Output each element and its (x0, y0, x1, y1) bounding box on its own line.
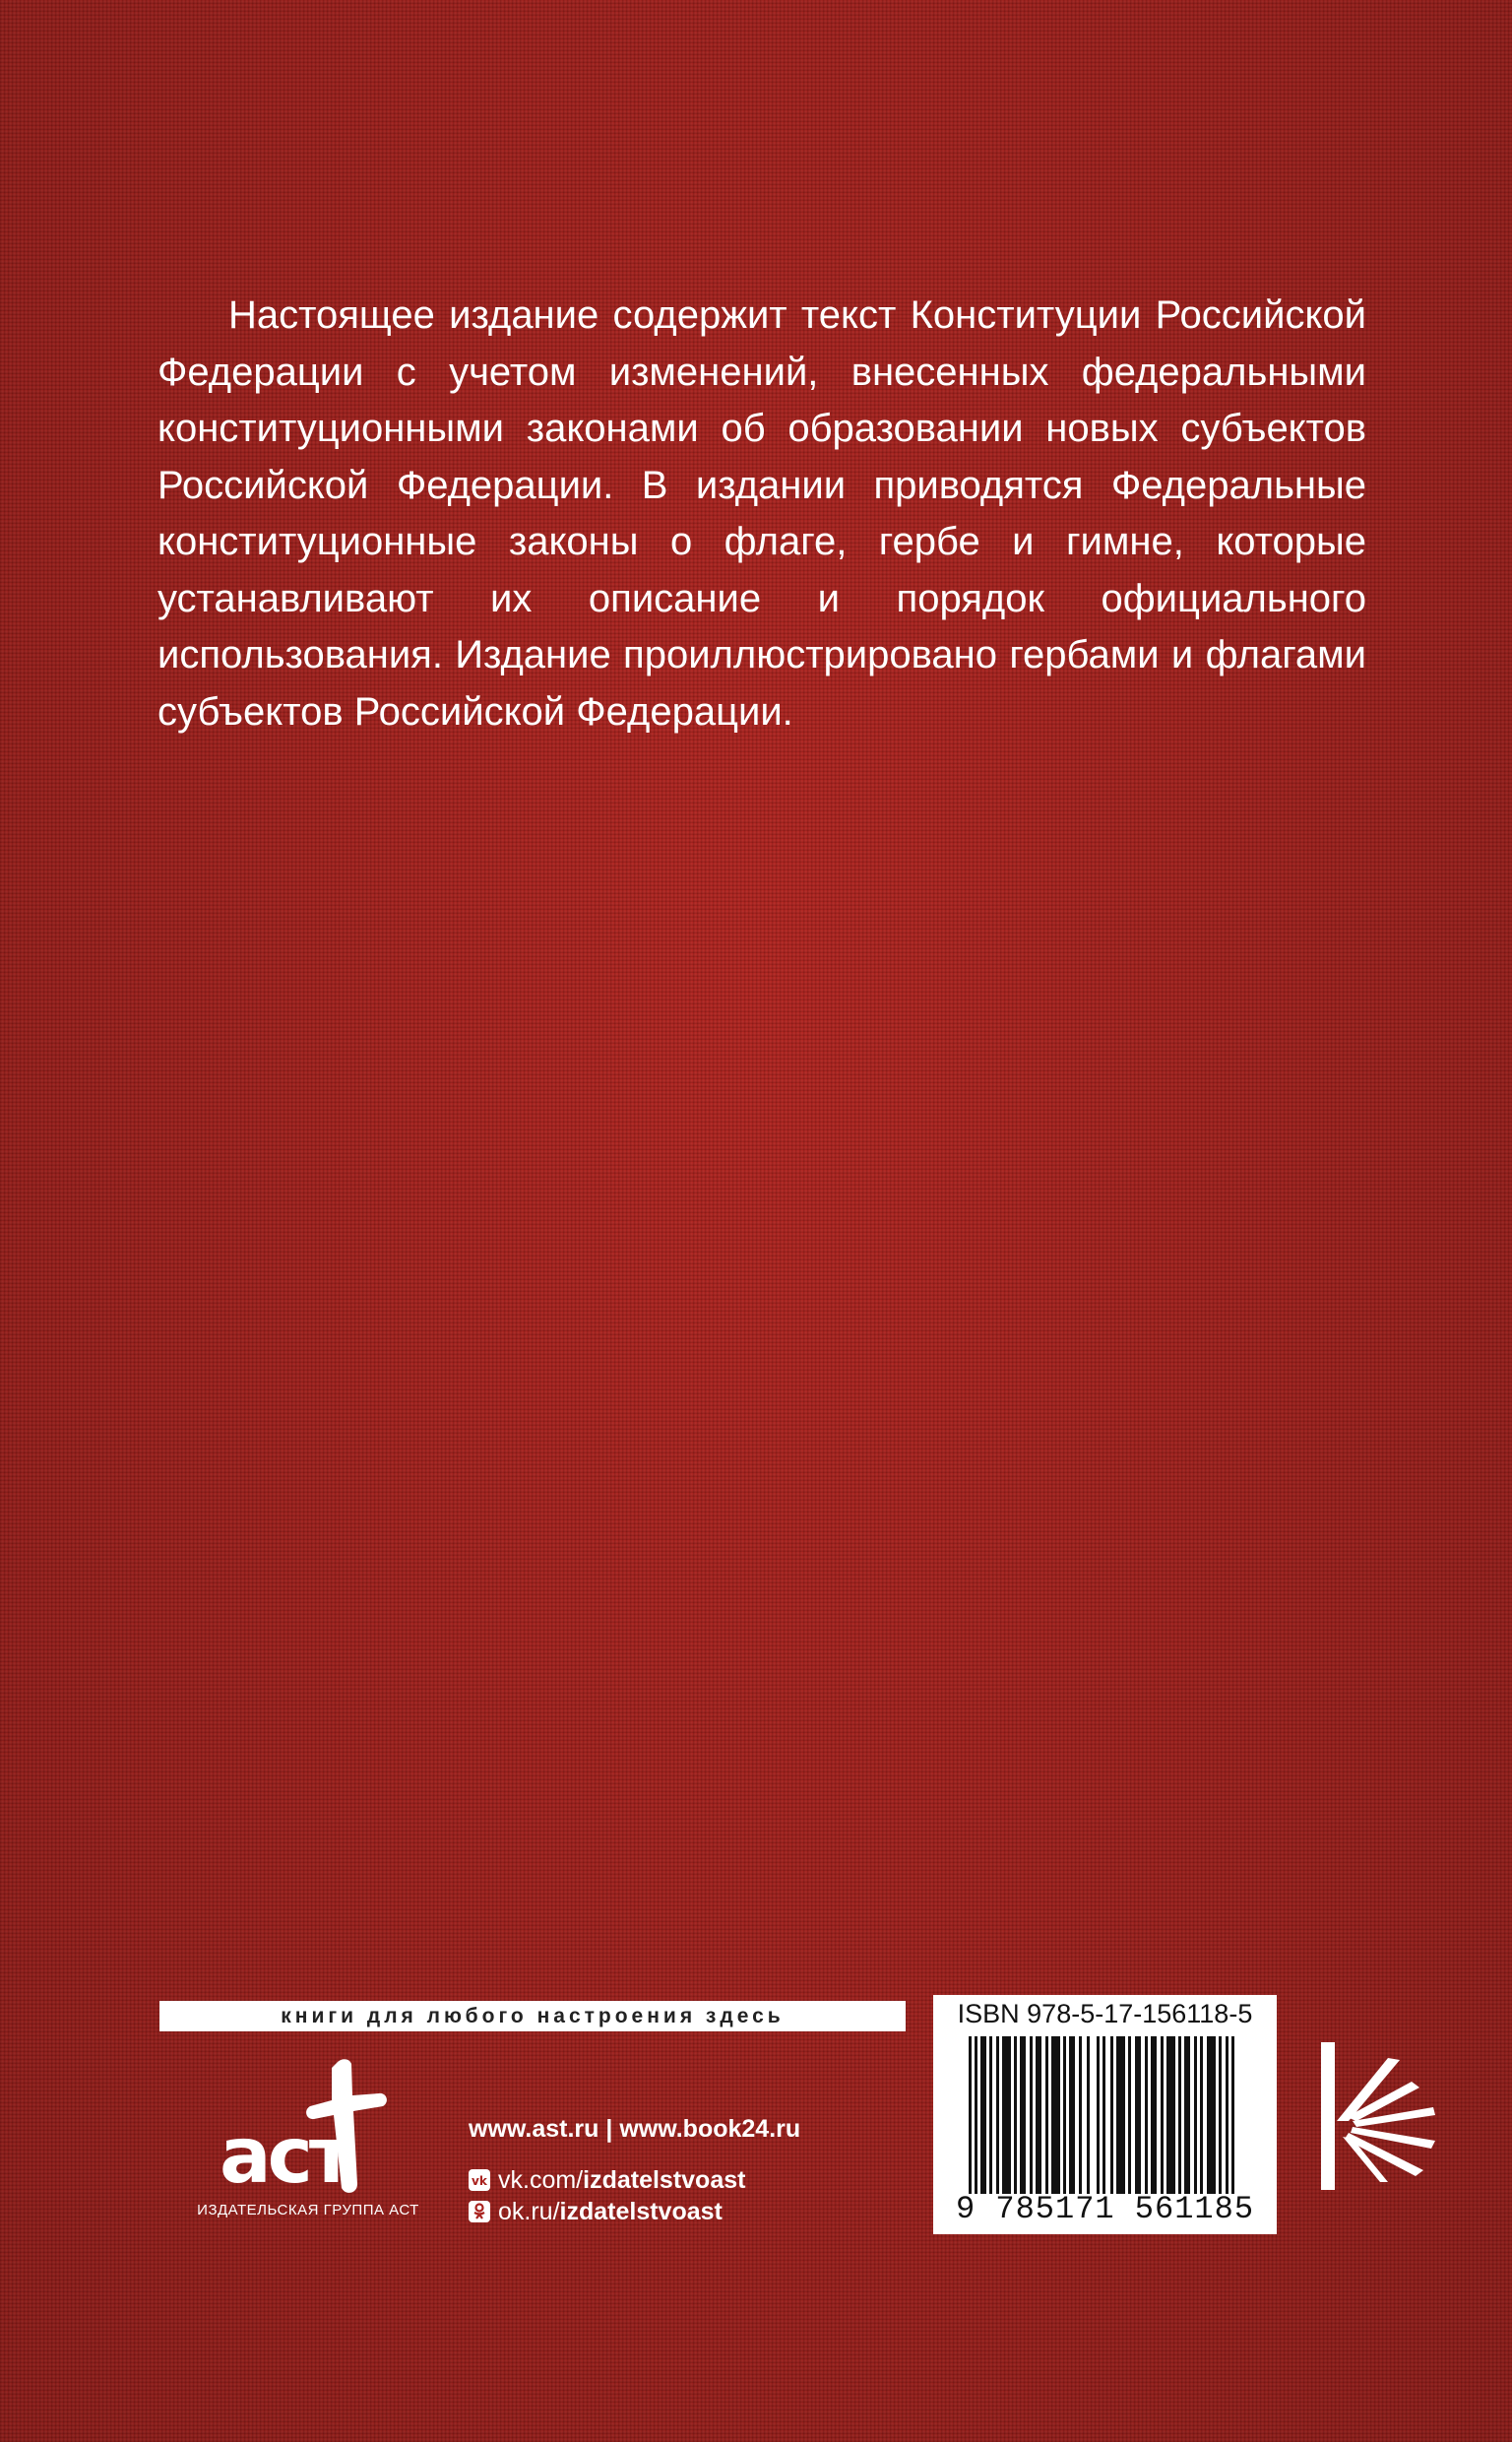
tagline-text: книги для любого настроения здесь (281, 2004, 785, 2027)
publisher-links (469, 2115, 800, 2228)
k-book-logo (1317, 2038, 1451, 2196)
barcode-digits: 9 785171 561185 (955, 2191, 1255, 2227)
isbn-label: ISBN 978-5-17-156118-5 (957, 1999, 1253, 2028)
vk-link (469, 2165, 800, 2195)
vk-prefix: vk.com/ (498, 2165, 584, 2194)
tagline-banner (159, 2001, 906, 2031)
ok-handle: izdatelstvoast (559, 2197, 723, 2225)
website-links: www.ast.ru | www.book24.ru (469, 2115, 801, 2143)
cover-description: Настоящее издание содержит текст Конституции Российской Федерации с учетом изменений, внесенных федеральными конституционными законами об образовании новых субъектов Российской Федерации. В издании приводятся Федеральные конституционные законы о флаге, гербе и гимне, которые устанавливают их описание и порядок официального использования. Издание проиллюстрировано гербами и флагами субъектов Российской Федерации. (158, 293, 1366, 734)
ast-logo (212, 2056, 409, 2204)
ok-link (469, 2197, 800, 2226)
vk-icon (469, 2169, 490, 2191)
ok-prefix: ok.ru/ (498, 2197, 560, 2225)
publisher-caption: ИЗДАТЕЛЬСКАЯ ГРУППА АСТ (197, 2202, 419, 2218)
isbn-barcode (933, 1995, 1277, 2234)
ok-icon (469, 2201, 490, 2222)
ast-logo-text: аст (220, 2112, 350, 2201)
svg-text:vk: vk (472, 2174, 487, 2188)
vk-handle: izdatelstvoast (583, 2165, 746, 2194)
